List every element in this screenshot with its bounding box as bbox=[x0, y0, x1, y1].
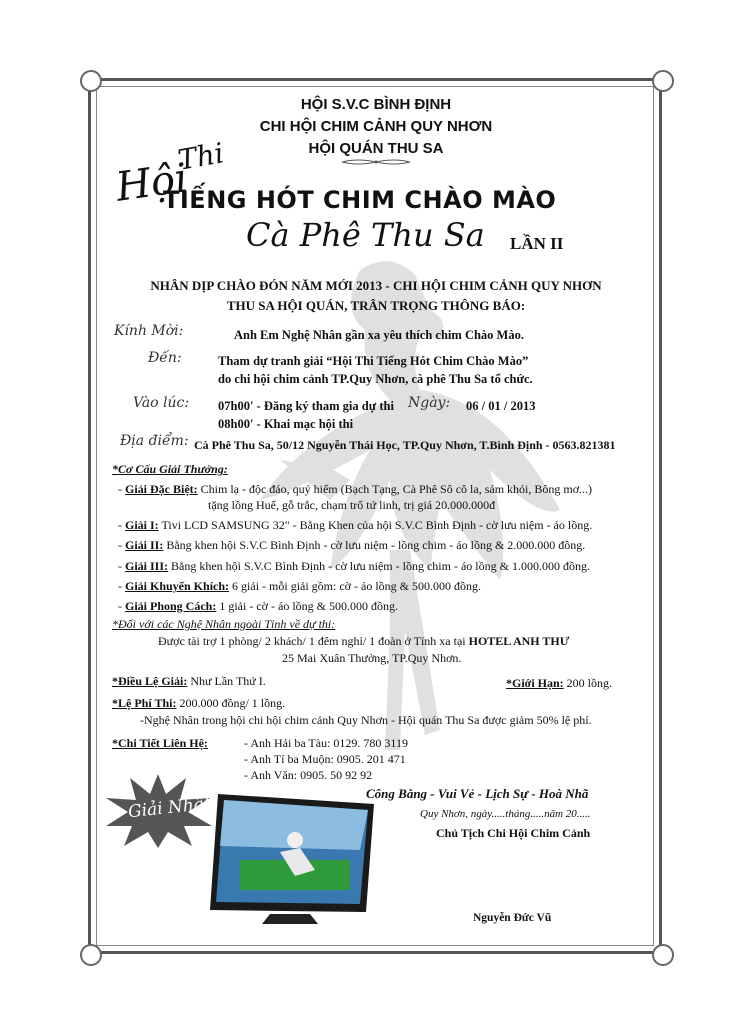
discount-note: -Nghệ Nhân trong hội chi hội chim cảnh Quy Nhơn - Hội quán Thu Sa được giảm 50% lệ phí. bbox=[140, 713, 592, 727]
den-label: Đến: bbox=[148, 350, 182, 366]
title-script-thi: Thi bbox=[175, 136, 227, 177]
outside-heading: *Đối với các Nghệ Nhân ngoài Tỉnh về dự thi: bbox=[112, 617, 336, 631]
title-main: TIẾNG HÓT CHIM CHÀO MÀO bbox=[163, 186, 557, 214]
divider-ornament-icon bbox=[340, 158, 412, 166]
gioi-han-label: *Giới Hạn: bbox=[506, 676, 564, 690]
date: 06 / 01 / 2013 bbox=[466, 399, 536, 413]
prize-3: - Giải III: Bằng khen hội S.V.C Bình Định - cờ lưu niệm - lồng chim - áo lồng & 1.000.000 đồng. bbox=[118, 559, 590, 573]
kinh-moi-label: Kính Mời: bbox=[114, 323, 184, 339]
title-script-cafe: Cà Phê Thu Sa bbox=[246, 216, 485, 254]
announce-line-2: THU SA HỘI QUÁN, TRÂN TRỌNG THÔNG BÁO: bbox=[226, 298, 526, 313]
den-line-1: Tham dự tranh giải “Hội Thi Tiếng Hót Chim Chào Mào” bbox=[218, 354, 529, 368]
dia-diem-text: Cà Phê Thu Sa, 50/12 Nguyễn Thái Học, TP.Quy Nhơn, T.Bình Định - 0563.821381 bbox=[194, 438, 616, 452]
vao-luc-label: Vào lúc: bbox=[133, 395, 190, 411]
gioi-han-text: 200 lồng. bbox=[566, 676, 612, 690]
header-line-3: HỘI QUÁN THU SA bbox=[308, 140, 444, 157]
corner-ornament bbox=[652, 70, 674, 92]
outside-line-1-text: Được tài trợ 1 phòng/ 2 khách/ 1 đêm nghỉ/ 1 đoàn ở Tỉnh xa tại bbox=[158, 634, 469, 648]
tv-icon bbox=[200, 790, 380, 930]
signoff-role: Chủ Tịch Chi Hội Chim Cảnh bbox=[436, 826, 591, 840]
prize-style: - Giải Phong Cách: 1 giải - cờ - áo lồng & 500.000 đồng. bbox=[118, 599, 398, 613]
dieu-le-label: *Điều Lệ Giải: bbox=[112, 674, 188, 688]
corner-ornament bbox=[80, 70, 102, 92]
prize-style-name: Giải Phong Cách: bbox=[125, 599, 217, 613]
prize-badge-label: Giải Nhất bbox=[127, 793, 212, 823]
hotel-name: HOTEL ANH THƯ bbox=[468, 634, 570, 648]
corner-ornament bbox=[652, 944, 674, 966]
prize-encouragement-text: 6 giải - mỗi giải gồm: cờ - áo lồng & 500.000 đồng. bbox=[232, 579, 482, 593]
prize-encouragement: - Giải Khuyến Khích: 6 giải - mỗi giải gồm: cờ - áo lồng & 500.000 đồng. bbox=[118, 579, 482, 593]
prize-style-text: 1 giải - cờ - áo lồng & 500.000 đồng. bbox=[219, 599, 398, 613]
header-line-2: CHI HỘI CHIM CẢNH QUY NHƠN bbox=[259, 118, 493, 135]
prize-3-name: Giải III: bbox=[125, 559, 169, 573]
prize-encouragement-name: Giải Khuyến Khích: bbox=[125, 579, 230, 593]
dieu-le bbox=[112, 674, 266, 689]
contact-item: - Anh Văn: 0905. 50 92 92 bbox=[244, 768, 373, 782]
time-2: 08h00' - Khai mạc hội thi bbox=[218, 417, 354, 431]
prize-special-text-2: tặng lồng Huế, gỗ trắc, chạm trổ tứ linh, trị giá 20.000.000đ bbox=[208, 498, 496, 512]
prize-1: - Giải I: Tivi LCD SAMSUNG 32" - Bằng Khen của hội S.V.C Bình Định - cờ lưu niệm - áo lồng. bbox=[118, 518, 593, 532]
prize-special-name: Giải Đặc Biệt: bbox=[125, 482, 198, 496]
den-line-2: do chi hội chim cảnh TP.Quy Nhơn, cà phê Thu Sa tổ chức. bbox=[218, 372, 533, 386]
prize-2: - Giải II: Bằng khen hội S.V.C Bình Định - cờ lưu niệm - lồng chim - áo lồng & 2.000.000 đồng. bbox=[118, 538, 586, 552]
prizes-heading: *Cơ Cấu Giải Thưởng: bbox=[112, 462, 228, 476]
gioi-han bbox=[506, 676, 612, 691]
place-date: Quy Nhơn, ngày.....tháng.....năm 20..... bbox=[420, 808, 591, 820]
title-edition: LẦN II bbox=[510, 234, 564, 253]
prize-2-text: Bằng khen hội S.V.C Bình Định - cờ lưu niệm - lồng chim - áo lồng & 2.000.000 đồng. bbox=[166, 538, 586, 552]
prize-1-text: Tivi LCD SAMSUNG 32" - Bằng Khen của hội S.V.C Bình Định - cờ lưu niệm - áo lồng. bbox=[161, 518, 593, 532]
contact-item: - Anh Tí ba Muộn: 0905. 201 471 bbox=[244, 752, 406, 766]
slogan: Công Bằng - Vui Vẻ - Lịch Sự - Hoà Nhã bbox=[366, 786, 589, 801]
ngay-label: Ngày: bbox=[408, 395, 451, 411]
prize-2-name: Giải II: bbox=[125, 538, 164, 552]
le-phi-text: 200.000 đồng/ 1 lồng. bbox=[179, 696, 286, 710]
prize-special: - Giải Đặc Biệt: Chim lạ - độc đáo, quý hiếm (Bạch Tạng, Cà Phê Sô cô la, sám khói, Bông mơ...) bbox=[118, 482, 593, 496]
prize-1-name: Giải I: bbox=[125, 518, 159, 532]
outside-line-2: 25 Mai Xuân Thưởng, TP.Quy Nhơn. bbox=[282, 651, 462, 665]
le-phi bbox=[112, 696, 285, 711]
header-line-1: HỘI S.V.C BÌNH ĐỊNH bbox=[300, 96, 452, 113]
signoff-name: Nguyễn Đức Vũ bbox=[473, 912, 552, 924]
prize-3-text: Bằng khen hội S.V.C Bình Định - cờ lưu niệm - lồng chim - áo lồng & 1.000.000 đồng. bbox=[171, 559, 590, 573]
corner-ornament bbox=[80, 944, 102, 966]
announce-line-1: NHÂN DỊP CHÀO ĐÓN NĂM MỚI 2013 - CHI HỘI CHIM CẢNH QUY NHƠN bbox=[150, 278, 602, 293]
contact-item: - Anh Hải ba Tàu: 0129. 780 3119 bbox=[244, 736, 408, 750]
dieu-le-text: Như Lần Thứ I. bbox=[190, 674, 266, 688]
le-phi-label: *Lệ Phí Thi: bbox=[112, 696, 177, 710]
outside-line-1 bbox=[158, 634, 569, 649]
prize-special-text: Chim lạ - độc đáo, quý hiếm (Bạch Tạng, Cà Phê Sô cô la, sám khói, Bông mơ...) bbox=[200, 482, 593, 496]
contact-label: *Chi Tiết Liên Hệ: bbox=[112, 736, 208, 750]
time-1: 07h00' - Đăng ký tham gia dự thi bbox=[218, 399, 394, 413]
title-script-hoi: Hội bbox=[113, 155, 191, 211]
kinh-moi-text: Anh Em Nghệ Nhân gần xa yêu thích chim Chào Mào. bbox=[234, 328, 524, 342]
dia-diem-label: Địa điểm: bbox=[120, 433, 189, 449]
